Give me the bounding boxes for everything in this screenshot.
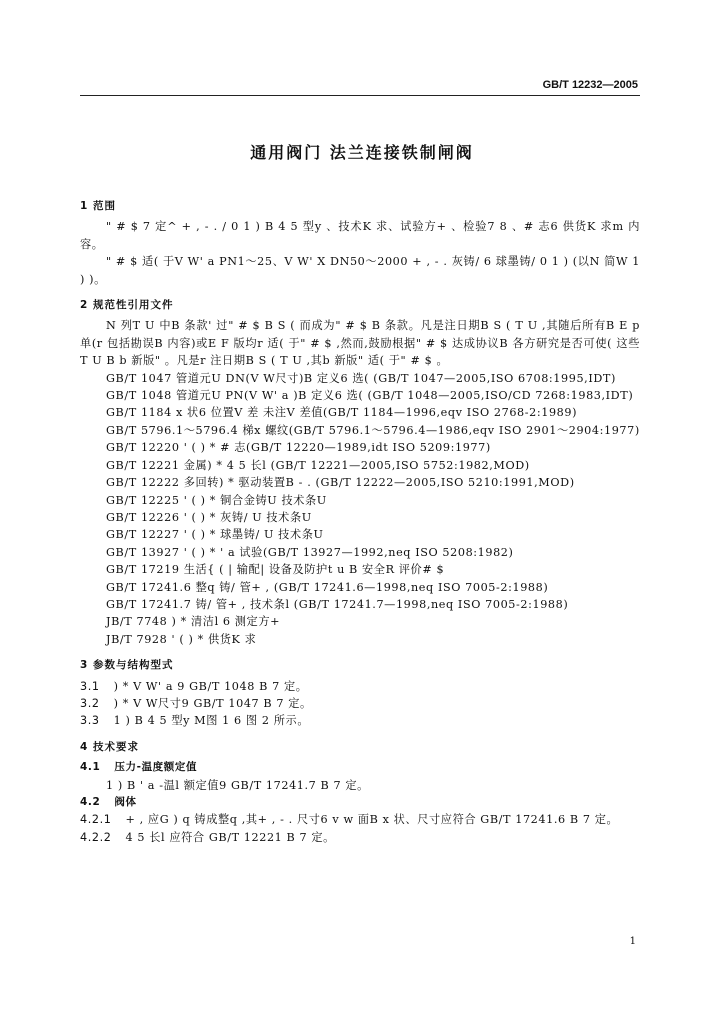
reference-entry: JB/T 7928 ' ( ) * 供货K 求 — [106, 632, 257, 646]
subsection-heading — [80, 794, 640, 811]
reference-entry: GB/T 13927 ' ( ) * ' a 试验(GB/T 13927—1992,neq ISO 5208:1982) — [106, 545, 514, 559]
clause-number: 4.2 — [80, 796, 101, 808]
subsection-heading — [80, 759, 640, 776]
clause-text: 1 ) B 4 5 型y M图 1 6 图 2 所示。 — [113, 714, 310, 728]
clause-number: 4.1 — [80, 761, 101, 774]
header-rule — [80, 95, 640, 96]
clause-number: 3.2 — [80, 696, 100, 710]
paragraph: " # $ 7 定^ + , - . / 0 1 ) B 4 5 型y 、技术K 求、试验方+ 、检验7 8 、# 志6 供货K 求m 内容。 — [80, 220, 640, 251]
section-heading: 3 参数与结构型式 — [80, 659, 174, 672]
paragraph: N 列T U 中B 条款' 过" # $ B S ( 而成为" # $ B 条款。凡是注日期B S ( T U ,其随后所有B E p 单(r 包括勘误B 内容)或E F 版均r 适( 于" # $ ,然而,鼓励根据" # $ 达成协议B 各方研究是否可使( 这些T U B b 新版" 。凡是r 注日期B S ( T U ,其b 新版" 适( 于" # $ 。 — [80, 319, 640, 368]
reference-entry: GB/T 1184 x 状6 位置V 差 未注V 差值(GB/T 1184—1996,eqv ISO 2768-2:1989) — [106, 406, 578, 420]
clause — [80, 712, 640, 729]
clause-number: 3.3 — [80, 714, 100, 728]
clause-number: 3.1 — [80, 679, 100, 693]
section-heading: 2 规范性引用文件 — [80, 299, 174, 312]
reference-entry: GB/T 1048 管道元U PN(V W' a )B 定义6 选( (GB/T 1048—2005,ISO/CD 7268:1983,IDT) — [106, 389, 634, 403]
page-number: 1 — [629, 936, 636, 947]
paragraph: 1 ) B ' a -温l 额定值9 GB/T 17241.7 B 7 定。 — [106, 778, 369, 792]
section-heading: 4 技术要求 — [80, 740, 139, 753]
clause-text: ) * V W' a 9 GB/T 1048 B 7 定。 — [113, 679, 308, 693]
reference-entry: GB/T 12220 ' ( ) * # 志(GB/T 12220—1989,idt ISO 5209:1977) — [106, 441, 491, 455]
clause — [80, 678, 640, 695]
clause-number: 4.2.1 — [80, 813, 112, 827]
reference-entry: GB/T 12221 金属) * 4 5 长l (GB/T 12221—2005,ISO 5752:1982,MOD) — [106, 458, 530, 472]
reference-entry: GB/T 12225 ' ( ) * 铜合金铸U 技术条U — [106, 493, 327, 507]
clause-text: 阀体 — [114, 796, 137, 808]
clause-text: + , 应G ) q 铸成整q ,其+ , - . 尺寸6 v w 面B x 状、尺寸应符合 GB/T 17241.6 B 7 定。 — [125, 813, 619, 827]
section-heading: 1 范围 — [80, 200, 116, 212]
reference-entry: GB/T 17219 生活{ ( | 输配| 设备及防护t u B 安全R 评价# $ — [106, 563, 445, 577]
reference-entry: GB/T 17241.6 整q 铸/ 管+ , (GB/T 17241.6—1998,neq ISO 7005-2:1988) — [106, 580, 549, 594]
clause-text: 4 5 长l 应符合 GB/T 12221 B 7 定。 — [125, 830, 335, 844]
clause — [80, 829, 640, 846]
clause — [80, 811, 640, 828]
clause — [80, 695, 640, 712]
reference-entry: GB/T 12222 多回转) * 驱动装置B - . (GB/T 12222—2005,ISO 5210:1991,MOD) — [106, 476, 575, 490]
clause-text: 压力-温度额定值 — [114, 761, 198, 774]
reference-entry: GB/T 17241.7 铸/ 管+ , 技术条l (GB/T 17241.7—1998,neq ISO 7005-2:1988) — [106, 597, 569, 611]
clause-number: 4.2.2 — [80, 830, 112, 844]
standard-number: GB/T 12232—2005 — [542, 79, 638, 91]
clause-text: ) * V W尺寸9 GB/T 1047 B 7 定。 — [113, 696, 312, 710]
reference-entry: GB/T 5796.1～5796.4 梯x 螺纹(GB/T 5796.1～5796.4—1986,eqv ISO 2901～2904:1977) — [106, 423, 640, 437]
paragraph: " # $ 适( 于V W' a PN1～25、V W' X DN50～2000 + , - . 灰铸/ 6 球墨铸/ 0 1 ) (以N 简W 1 ) )。 — [80, 255, 640, 286]
document-body — [80, 198, 640, 846]
reference-entry: JB/T 7748 ) * 清洁l 6 测定方+ — [106, 615, 281, 629]
reference-entry: GB/T 1047 管道元U DN(V W尺寸)B 定义6 选( (GB/T 1047—2005,ISO 6708:1995,IDT) — [106, 371, 616, 385]
reference-entry: GB/T 12227 ' ( ) * 球墨铸/ U 技术条U — [106, 528, 324, 542]
document-title: 通用阀门 法兰连接铁制闸阀 — [250, 143, 474, 162]
reference-entry: GB/T 12226 ' ( ) * 灰铸/ U 技术条U — [106, 510, 312, 524]
